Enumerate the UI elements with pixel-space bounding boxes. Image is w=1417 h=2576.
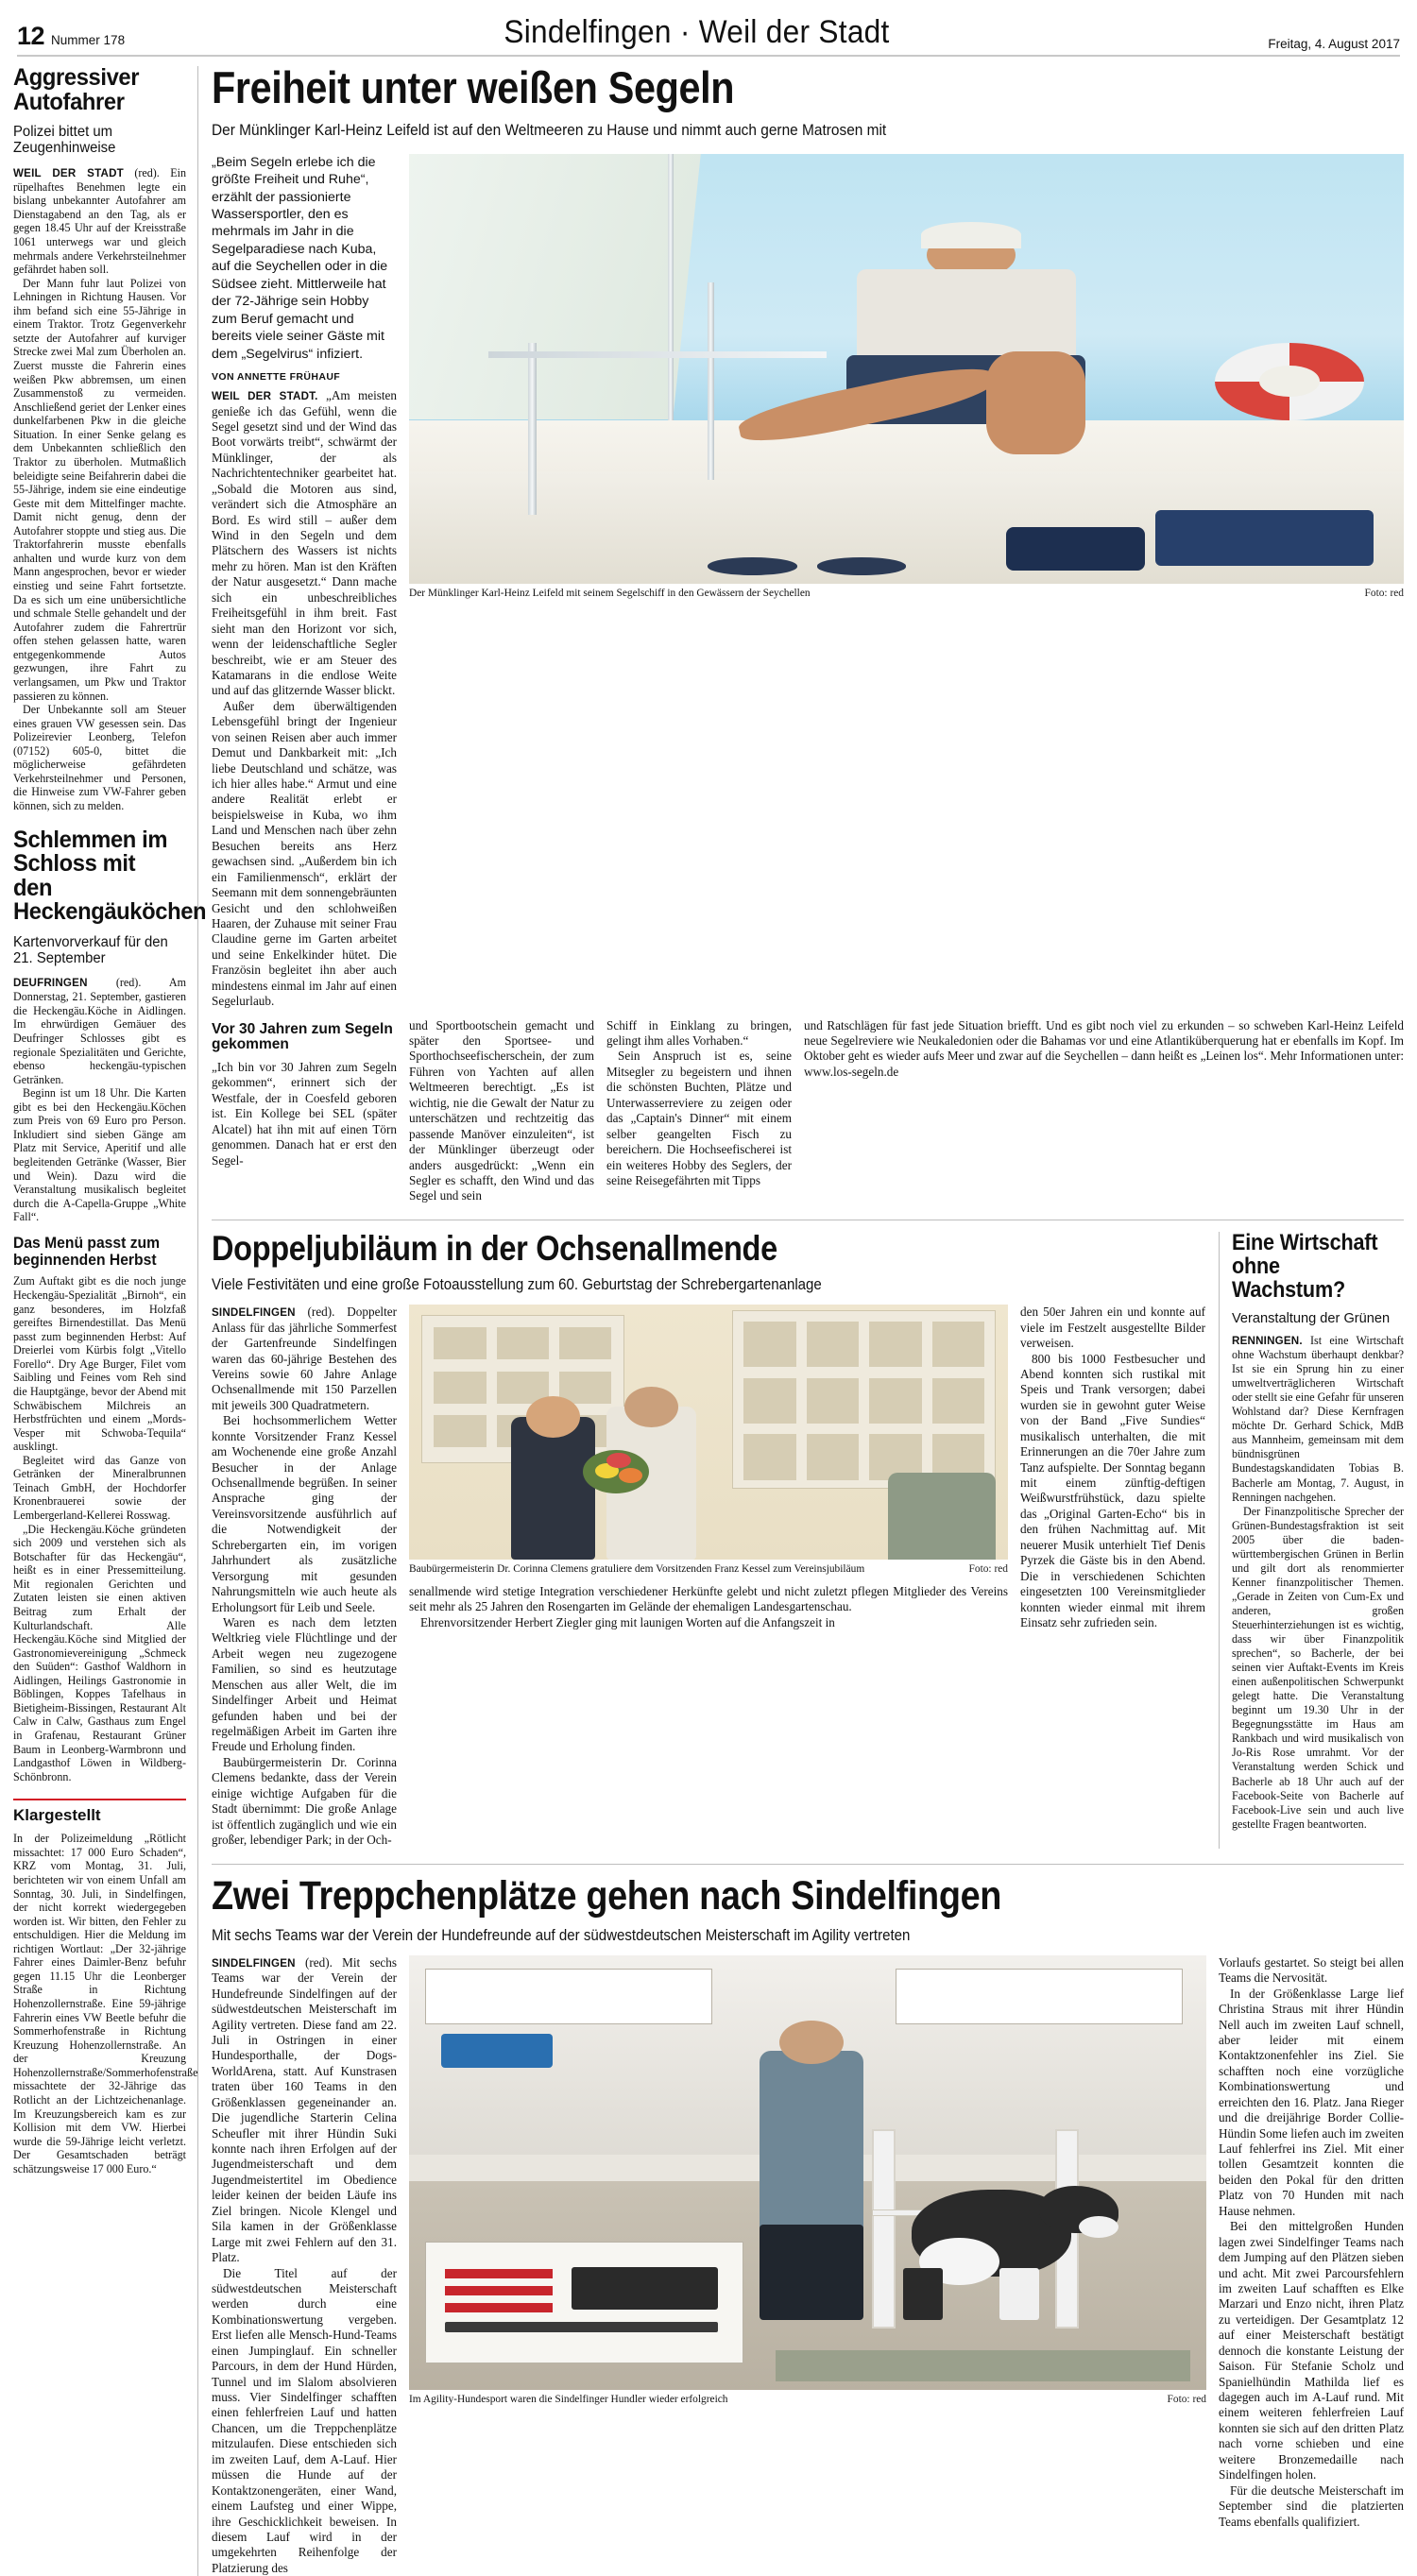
paragraph: Der Unbekannte soll am Steuer eines grauen VW gesessen sein. Das Polizeirevier Leonberg, Telefon (07152) 605-0, bittet die möglicherweise gefährdeten Verkehrsteilnehmer und Personen, die Hinweise zum VW-Fahrer geben können, sich zu melden. (13, 703, 186, 812)
article-body (1232, 1334, 1404, 1832)
photo-dog-leg (903, 2268, 943, 2320)
paragraph: (red). Mit sechs Teams war der Verein der Hundefreunde Sindelfingen auf der südwestdeutschen Meisterschaft im Agility vertreten. Diese fand am 22. Juli in Ostringen in einer Hundesporthalle, der Dogs-WorldArena, statt. Auf Kunstrasen traten über 160 Teams in den Größenklassen gegeneinander an. Die jugendliche Starterin Celina Scheufler mit ihrer Hündin Suki konnte nach ihren Erfolgen auf der Jugendmeisterschaft und dem Jugendmeistertitel im Obedience leider keinen der beiden Läufe ins Ziel bringen. Nicole Klengel und Sila kamen in der Größenklasse Large mit zwei Fehlern auf den 31. Platz. (212, 1954, 397, 2265)
photo-sponsor-text (445, 2322, 718, 2332)
article-body (212, 1955, 397, 2576)
photo-exhibit-image (434, 1415, 487, 1447)
paragraph: den 50er Jahren ein und konnte auf viele im Festzelt ausgestellte Bilder verweisen. (1020, 1305, 1205, 1351)
page-grid (13, 57, 1404, 2576)
agility-photo (409, 1955, 1206, 2390)
paragraph: Für die deutsche Meisterschaft im September sind die platzierten Teams ebenfalls qualifiziert. (1219, 2482, 1404, 2529)
paragraph: Beginn ist um 18 Uhr. Die Karten gibt es bei den Heckengäu.Köchen zum Preis von 69 Euro pro Person. Inkludiert sind sieben Gänge am Platz mit Service, Aperitif und alle begleitenden Getränke (Wasser, Bier und Wein). Dazu wird die Veranstaltung musikalisch begleitet durch die A-Capella-Gruppe „White Fall“. (13, 1086, 186, 1224)
article-photo-column (409, 1955, 1206, 2576)
photo-stanchion-left (528, 343, 537, 515)
byline: VON ANNETTE FRÜHAUF (212, 371, 341, 384)
article-body-col1 (212, 388, 397, 1010)
article-sub-heading: Vor 30 Jahren zum Segeln gekommen (212, 1020, 393, 1053)
rail-article-heckengaeu (13, 826, 207, 1784)
photo-turf-edge (776, 2350, 1190, 2380)
article-body (212, 1060, 397, 1169)
paragraph: Sein Anspruch ist es, seine Mitsegler zu begeistern und ihnen die schönsten Buchten, Plätze und Unterwasserreviere zu zeigen oder das „Captain's Dinner“ mit einem selber geangelten Fisch zu bereichern. Die Hochseefischerei ist ein weiteres Hobby des Seglers, der seine Reisegefährten mit Tipps (606, 1049, 792, 1187)
article-body (212, 1305, 397, 1848)
rail-headline: Aggressiver Autofahrer (13, 64, 140, 115)
photo-credit: Foto: red (1364, 587, 1404, 599)
paragraph: (red). Ein rüpelhaftes Benehmen legte ein bislang unbekannter Autofahrer am Dienstagabend an den Tag, als er gegen 18.45 Uhr auf der Kreisstraße 1061 unterwegs war und gleich mehrmals andere Verkehrsteilnehmer gefährdet haben soll. (13, 165, 186, 277)
jubilee-photo (409, 1305, 1008, 1560)
photo-exhibit-board-right (732, 1310, 996, 1489)
article-columns (212, 1305, 1205, 1848)
article-body (804, 1018, 1404, 1081)
rail-sub-heading: Das Menü passt zum beginnenden Herbst (13, 1234, 161, 1269)
photo-exhibit-image (497, 1327, 550, 1359)
paragraph: Außer dem überwältigenden Lebensgefühl bringt der Ingenieur von seinen Reisen aber auch immer Demut und Dankbarkeit mit: „Ich liebe Deutschland und schätze, was ich hier alles habe.“ Armut und eine andere Realität erlebt er beispielsweise in Kuba, wo ihm Land und Menschen nach über zehn Besuchen bereits ans Herz gewachsen sind. „Außerdem bin ich ein Familienmensch“, erklärt der Seemann mit dem sonnengebräunten Gesicht und den schlohweißen Haaren, der Zuhause mit seiner Frau Claudine gerne im Garten arbeitet und seine Enkelkinder hütet. Die Französin begleitet ihn aber auch mindestens einmal im Jahr auf einen Segelurlaub. (212, 698, 397, 1009)
rail-subhead: Polizei bittet um Zeugenhinweise (13, 124, 116, 157)
article-photo-wrap (409, 154, 1404, 1010)
article-headline: Zwei Treppchenplätze gehen nach Sindelfingen (212, 1872, 1002, 1919)
article-col-4 (804, 1018, 1404, 1204)
rail-body-2 (13, 1274, 186, 1783)
photo-dog-leg (999, 2268, 1039, 2320)
klargestellt-heading: Klargestellt (13, 1806, 101, 1825)
article-subhead: Der Münklinger Karl-Heinz Leifeld ist auf den Weltmeeren zu Hause und nimmt auch gerne Matrosen mit (212, 121, 887, 140)
article-col-3 (1020, 1305, 1205, 1848)
photo-caption: Baubürgermeisterin Dr. Corinna Clemens gratuliere dem Vorsitzenden Franz Kessel zum Vereinsjubiläum (409, 1563, 865, 1576)
paragraph: (red). Am Donnerstag, 21. September, gastieren die Heckengäu.Köche in Aidlingen. Im ehrwürdigen Gemäuer des Deufringer Schlosses gibt es regionale Spezialitäten und Gerichte, ebenso heckengäu-typischen Getränken. (13, 976, 186, 1086)
dateline: WEIL DER STADT. (212, 390, 318, 403)
article-body (1020, 1305, 1205, 1630)
photo-person-background (888, 1473, 996, 1560)
photo-credit: Foto: red (968, 1563, 1008, 1576)
rail-article-klargestellt (13, 1806, 198, 2175)
article-lead-column (212, 154, 397, 1010)
paragraph: und Sportbootschein gemacht und später den Sportsee- und Sporthochseefischerschein, der zum Führen von Yachten auf allen Weltmeeren berechtigt. „Es ist wichtig, nie die Gewalt der Natur zu unterschätzen und rechtzeitig das passende Manöver einzuleiten“, ist der Münklinger überzeugt oder anders ausgedrückt: „Wenn ein Segler es schafft, den Wind und das Segel und sein (409, 1017, 594, 1203)
photo-handler-shorts (760, 2225, 863, 2320)
paragraph: „Am meisten genieße ich das Gefühl, wenn die Segel gesetzt sind und der Wind das Boot vorwärts treibt“, schwärmt der Münklinger, der als Nachrichtentechniker gearbeitet hat. „Sobald die Motoren aus sind, verändert sich die Atmosphäre an Bord. Es wird still – außer dem Wind in den Segeln und dem Plätschern des Wassers ist nichts mehr zu hören. Man ist den Kräften der Natur ausgesetzt.“ Dann mache sich ein unbeschreibliches Freiheitsgefühl in ihm breit. Fast sieht man den Horizont vor sich, wenn der leidenschaftliche Segler beschreibt, wie er am Steuer des Katamarans in die endlose Weite und auf das glitzernde Wasser blickt. (212, 388, 398, 698)
photo-exhibit-image (743, 1322, 795, 1368)
article-lower-columns (212, 1018, 1404, 1204)
article-columns (212, 1955, 1404, 2576)
rail-body (13, 976, 186, 1224)
klargestellt-rule (13, 1799, 186, 1800)
left-rail (13, 64, 207, 2576)
paragraph: In der Größenklasse Large lief Christina Straus mit ihrer Hündin Nell auch im zweiten Lauf schnell, aber leider mit einem Kontaktzonenfehler ins Ziel. Sie schafften noch eine vorzügliche Kombinationswertung und erreichten den 16. Platz. Jana Rieger und die dreijährige Border Collie-Hündin Some liefen auch im zweiten Lauf fehlerfrei ins Ziel. Mit einer tollen Gesamtzeit konnten die beiden den Pokal für den dritten Platz von 70 Hunden mit nach Hause nehmen. (1219, 1986, 1404, 2218)
paragraph: Vorlaufs gestartet. So steigt bei allen Teams die Nervosität. (1219, 1954, 1404, 1986)
photo-exhibit-image (434, 1327, 487, 1359)
photo-caption: Der Münklinger Karl-Heinz Leifeld mit seinem Segelschiff in den Gewässern der Seychellen (409, 587, 811, 599)
photo-exhibit-image (869, 1378, 921, 1424)
photo-banner-right (896, 1969, 1183, 2025)
photo-caption-row (409, 2390, 1206, 2407)
photo-exhibit-image (743, 1378, 795, 1424)
paragraph: „Die Heckengäu.Köche gründeten sich 2009 und verstehen sich als Botschafter für das Heckengäu“, heißt es in einer Pressemitteilung. Mit regionalen Gerichten und Zutaten leisten sie einen aktiven Beitrag zum Erhalt der Kulturlandschaft. Alle Heckengäu.Köche sind Mitglied der Gastronomievereinigung „Schmeck den Suüden“: Gasthof Waldhorn in Aidlingen, Heilings Gastronomie in Böblingen, Koppes Tafelhaus in Bietigheim-Bissingen, Restaurant Alt Calw in Calw, Gasthaus zum Engel in Grafenau, Restaurant Grüner Baum in Leonberg-Warmbronn und Landgasthof Löwen in Wildberg-Schönbronn. (13, 1522, 186, 1783)
photo-banner-left (425, 1969, 712, 2025)
photo-sandal-right (817, 557, 907, 574)
article-col-1 (212, 1018, 397, 1204)
dateline: SINDELFINGEN (212, 1956, 296, 1970)
masthead (13, 0, 1404, 55)
masthead-left (17, 22, 125, 51)
article-lead: „Beim Segeln erlebe ich die größte Freiheit und Ruhe“, erzählt der passionierte Wassersportler, den es mehrmals im Jahr in die Segelparadiese nach Kuba, auf die Seychellen oder in die Südsee zieht. Mittlerweile hat der 72-Jährige sein Hobby zum Beruf gemacht und bereits viele seiner Gäste mit dem „Segelvirus“ infiziert. (212, 154, 388, 362)
article-sailing (212, 62, 1404, 1204)
main-column (198, 62, 1405, 2576)
photo-jump-post-left (872, 2129, 896, 2329)
rail-article-aggressive-driver (13, 66, 186, 813)
paragraph: Die Titel auf der südwestdeutschen Meisterschaft werden durch eine Kombinationswertung vergeben. Erst liefen alle Mensch-Hund-Teams einen Jumpinglauf. Ein schneller Parcours, in dem der Hund Hürden, Tunnel und im Slalom absolvieren muss. Vier Sindelfinger schafften einen fehlerfreien Lauf und hatten Chancen, um die Treppchenplätze mitzulaufen. Diese entschieden sich im zweiten Lauf, dem A-Lauf. Hier müssen die Hunde auf der Kontaktzonengeräten, einer Wand, einem Laufsteg und einer Wippe, ihre Geschicklichkeit beweisen. In diesem Lauf wird in der umgekehrten Reihenfolge der Platzierung des (212, 2265, 397, 2575)
photo-person-man-head (526, 1396, 580, 1437)
photo-person-woman-head (624, 1387, 678, 1427)
paragraph: Baubürgermeisterin Dr. Corinna Clemens bedankte, dass der Verein einige wichtige Aufgaben für die Stadt übernimmt: Die große Anlage ist öffentlich zugänglich und wie ein großer, lebendiger Park; in der Och- (212, 1754, 397, 1848)
paragraph: Waren es nach dem letzten Weltkrieg viele Flüchtlinge und der Arbeit wegen neu zugezogene Familien, so sind es heutzutage Menschen aus aller Welt, die im Sindelfinger Arbeit und Heimat gefunden haben und bei der regelmäßigen Arbeit im Garten ihre Freude und Erholung finden. (212, 1614, 397, 1754)
photo-exhibit-image (932, 1378, 984, 1424)
photo-sponsor-bar (445, 2269, 553, 2278)
page-title: Sindelfingen · Weil der Stadt (504, 14, 890, 50)
photo-dog-muzzle (1079, 2216, 1118, 2238)
photo-exhibit-image (807, 1434, 859, 1480)
publication-date: Freitag, 4. August 2017 (1268, 37, 1400, 51)
article-photo-column (409, 1305, 1008, 1848)
photo-stanchion-mid (708, 282, 714, 480)
article-body (409, 1018, 594, 1204)
article-subhead: Veranstaltung der Grünen (1232, 1310, 1391, 1326)
rail-headline: Schlemmen im Schloss mit den Heckengäuköchen (13, 826, 207, 926)
article-headline: Freiheit unter weißen Segeln (212, 62, 735, 112)
photo-sponsor-bar (445, 2303, 553, 2312)
photo-bouquet-flower (606, 1453, 630, 1468)
article-jubilee (212, 1228, 1205, 1849)
sailing-photo (409, 154, 1404, 584)
dateline: DEUFRINGEN (13, 977, 88, 990)
article-subhead: Viele Festivitäten und eine große Fotoausstellung zum 60. Geburtstag der Schrebergartenanlage (212, 1276, 822, 1294)
paragraph: senallmende wird stetige Integration verschiedener Herkünfte gelebt und nicht zuletzt pflegen Mitglieder des Vereins seit mehr als 25 Jahren den Rosengarten im Gelände der ehemaligen Landesgartenschau. (409, 1583, 1008, 1614)
photo-lifering (1215, 343, 1364, 420)
paragraph: Schiff in Einklang zu bringen, gelingt ihm alles Vorhaben.“ (606, 1017, 792, 1048)
article-body (1219, 1955, 1404, 2530)
paragraph: In der Polizeimeldung „Rötlicht missachtet: 17 000 Euro Schaden“, KRZ vom Montag, 31. Juli, berichteten wir von einem Unfall am Sonntag, 30. Juli, in Sindelfingen, der nicht korrekt wiedergegeben worden ist. Wir bitten, den Fehler zu entschuldigen. Hier die Meldung im richtigen Wortlaut: „Der 32-jährige Fahrer eines Daimler-Benz befuhr gegen 11.15 Uhr die Leonberger Straße in Richtung Hohenzollernstraße. Eine 59-jährige Fahrerin eines VW Beetle befuhr die Sommerhofenstraße in Richtung Kreuzung Hohenzollernstraße. An der Kreuzung Hohenzollernstraße/Sommerhofenstraße missachtete der 32-Jährige das Rotlicht an der Lichtzeichenanlage. Im Kreuzungsbereich kam es zur Kollision mit dem VW. Hierbei wurde die 59-Jährige leicht verletzt. Der Gesamtschaden beträgt schätzungsweise 17 000 Euro.“ (13, 1832, 198, 2175)
rail-subhead: Kartenvorverkauf für den 21. September (13, 933, 168, 966)
photo-caption-row (409, 584, 1404, 601)
article-col-2 (409, 1584, 1008, 1630)
paragraph: Ehrenvorsitzender Herbert Ziegler ging mit launigen Worten auf die Anfangszeit in (420, 1614, 835, 1629)
article-continued-columns (409, 1584, 1008, 1630)
paragraph: 800 bis 1000 Festbesucher und Abend konnten sich rustikal mit Speis und Trank versorgen; dabei wurden sie in gewohnt guter Weise von der Band „Five Sundies“ musikalisch unterhalten, die mit Erinnerungen an die 70er Jahre zum Tanz aufspielte. Der Sonntag begann mit einem zünftig-deftigen Weißwurstfrühstück, dazu spielte das „Original Garten-Echo“ bis in den frühen Nachmittag auf. Mit neuerer Musik unterhielt Tief Denis Pyrzek die Gäste bis in den Abend. Die in verschiedenen Schichten eingesetzten 100 Vereinsmitglieder konnten wieder einmal mit ihrem Einsatz sehr zufrieden sein. (1020, 1351, 1205, 1629)
article-headline: Doppeljubiläum in der Ochsenallmende (212, 1228, 777, 1268)
paragraph: Bei den mittelgroßen Hunden lagen zwei Sindelfinger Teams nach dem Jumping auf den Plätzen sieben und acht. Mit zwei Parcoursfehlern im zweiten Lauf schafften es Elke Marzari und Enzo nicht, ihren Platz zu verteidigen. Der Gesamtplatz 12 auf einer Meisterschaft bestätigt dennoch die konstante Leistung der Saison. Für Stefanie Scholz und Spanielhündin Mathilda lief es dagegen auch im A-Lauf rund. Mit einem weiteren fehlerfreien Lauf konnten sie sich auf den dritten Platz nach vorne schieben und eine weitere Bronzemedaille nach Sindelfingen holen. (1219, 2219, 1404, 2482)
photo-handler-head (779, 2021, 844, 2064)
issue-number: Nummer 178 (51, 33, 126, 47)
photo-man-hair (921, 222, 1020, 247)
article-body (606, 1018, 792, 1189)
photo-towel (1155, 510, 1374, 566)
article-top-row (212, 154, 1404, 1010)
article-col-3 (606, 1018, 792, 1204)
photo-sandal-left (708, 557, 797, 574)
photo-guardrail (488, 351, 827, 358)
dateline: RENNINGEN. (1232, 1334, 1303, 1347)
paragraph: (red). Doppelter Anlass für das jährliche Sommerfest der Gartenfreunde Sindelfingen waren das 60-jährige Bestehen des Vereins sowie 60 Jahre Anlage Ochsenallmende mit 150 Parzellen mit jeweils 300 Quadratmetern. (212, 1305, 397, 1412)
paragraph: „Ich bin vor 30 Jahren zum Segeln gekommen“, erinnert sich der Westfale, der in Coesfeld geboren ist. Ein Kollege bei SEL (später Alcatel) hat ihn mit auf einen Törn genommen. Danach hat er erst den Segel- (212, 1060, 397, 1168)
photo-exhibit-image (743, 1434, 795, 1480)
article-col-2 (1219, 1955, 1404, 2576)
photo-person-man (511, 1417, 595, 1560)
article-col-2 (409, 1018, 594, 1204)
photo-sponsor-bar (445, 2286, 553, 2295)
article-body (409, 1584, 1008, 1630)
article-jubilee-row (212, 1228, 1405, 1849)
article-col-1 (212, 1955, 397, 2576)
paragraph: Zum Auftakt gibt es die noch junge Heckengäu-Spezialität „Birnoh“, ein ganz besonderes, im Holzfaß gereiftes Birnendestillat. Das Menü passt zum beginnenden Herbst: Auf Dreierlei vom Kürbis folgt „Vitello Forello“. Dry Age Burger, Filet vom Saibling und Feines vom Reh sind die Hauptgänge, bevor der Abend mit Schwäbischem Milchreis an Herbstfrüchten und einem „Mords-Vesper mit Schwoba-Tequila“ ausklingt. (13, 1274, 186, 1454)
paragraph: Ist eine Wirtschaft ohne Wachstum überhaupt denkbar? Ist sie ein Sprung hin zu einer umweltverträglicheren Wirtschaft oder stellt sie eine Gefahr für unseren Wohlstand dar? Diese Kernfragen möchte Dr. Gerhard Schick, MdB aus Mannheim, gemeinsam mit dem bündnisgrünen Bundestagskandidaten Tobias B. Bacherle am Montag, 7. August, in Renningen nachgehen. (1232, 1333, 1405, 1504)
article-agility (212, 1872, 1404, 2576)
article-subhead: Mit sechs Teams war der Verein der Hundefreunde auf der südwestdeutschen Meisterschaft im Agility vertreten (212, 1926, 911, 1944)
photo-sail (409, 154, 703, 420)
photo-credit: Foto: red (1167, 2393, 1206, 2405)
page-number: 12 (17, 22, 45, 50)
paragraph: Der Finanzpolitische Sprecher der Grünen-Bundestagsfraktion ist seit 2005 über die baden-württembergischen Grünen in Berlin und gilt dort als renommierter Kenner finanzpolitischer Themen. „Gerade in Zeiten von Cum-Ex und anderen, großen Steuerhinterziehungen ist es wichtig, dass wir über Finanzpolitik sprechen“, so Bacherle, der bei seinen vier Auftakt-Events im Kreis einen außenpolitischen Schwerpunkt gelegt hatte. Die Veranstaltung beginnt um 19.30 Uhr in der Begegnungsstätte im Haus am Rankbach und wird musikalisch von Jo-Ris Rose umrahmt. Vor der Veranstaltung werden Schick und Bacherle ab 18 Uhr auch auf der Facebook-Seite von Bacherle auf Facebook-Live sein und auch live gestellte Fragen beantworten. (1232, 1504, 1404, 1831)
dateline: SINDELFINGEN (212, 1306, 296, 1320)
dateline: WEIL DER STADT (13, 166, 124, 179)
section-divider-2 (212, 1864, 1404, 1865)
photo-exhibit-image (434, 1372, 487, 1404)
photo-exhibit-image (807, 1322, 859, 1368)
article-headline: Eine Wirtschaft ohne Wachstum? (1232, 1229, 1378, 1303)
photo-bag (1006, 527, 1145, 571)
photo-caption: Im Agility-Hundesport waren die Sindelfinger Hundler wieder erfolgreich (409, 2393, 728, 2405)
rail-body (13, 166, 186, 813)
photo-sponsor-logo (572, 2267, 717, 2311)
photo-exhibit-image (559, 1327, 612, 1359)
photo-man-arm (986, 351, 1085, 454)
paragraph: Bei hochsommerlichem Wetter konnte Vorsitzender Franz Kessel am Wochenende eine große Anzahl Besucher in der Anlage Ochsenallmende begrüßen. In seiner Ansprache ging der Vereinsvorsitzende ausführlich auf die Notwendigkeit der Schrebergarten ein, im vorigen Jahrhundert als zusätzliche Versorgung mit gesunden Nahrungsmitteln wie auch heute als Erholungsort für Leib und Seele. (212, 1413, 397, 1614)
photo-exhibit-image (869, 1322, 921, 1368)
photo-exhibit-image (807, 1378, 859, 1424)
rail-body (13, 1832, 198, 2175)
photo-caption-row (409, 1560, 1008, 1577)
article-col-1 (212, 1305, 397, 1848)
paragraph: Der Mann fuhr laut Polizei von Lehningen in Richtung Hausen. Vor ihm befand sich eine 55-Jährige in einem Traktor. Trotz Gegenverkehr setzte der Autofahrer auf kurviger Strecke zwei Mal zum Überholen an. Zuerst musste die Fahrerin eines weißen Pkw abbremsen, um einen Zusammenstoß zu vermeiden. Anschließend geriet der Lenker eines dunkelfarbenen Pkw in die gleiche Situation. In einer Senke gelang es dem Unbekannten schließlich den Traktor zu überholen. Mutmaßlich beleidigte seine Beifahrerin dabei die 55-Jährige, indem sie eine eindeutige Geste mit dem Mittelfinger machte. Damit nicht genug, denn der Autofahrer stoppte und stieg aus. Die Traktorfahrerin musste ebenfalls anhalten und wurde kurz von dem Mann angesprochen, bevor er wieder einstieg und seine Fahrt fortsetzte. Da es sich um eine unübersichtliche und schmale Stelle gehandelt und der Autofahrer zudem die Fahrertrür offen stehen gelassen hatte, waren entgegenkommende Autos gezwungen, ihre Fahrt zu verlangsamen, um Pkw und Traktor passieren zu können. (13, 276, 186, 703)
photo-sign-sm (441, 2034, 553, 2069)
paragraph: Begleitet wird das Ganze von Getränken der Mineralbrunnen Teinach GmbH, der Hochdorfer Kronenbrauerei sowie der Lembergerland-Kellerei Rosswag. (13, 1453, 186, 1522)
photo-exhibit-image (932, 1322, 984, 1368)
paragraph: und Ratschlägen für fast jede Situation briefft. Und es gibt noch viel zu erkunden – so schweben Karl-Heinz Leifeld neue Segelreviere wie Neukaledonien oder die Bahamas vor und eine Atlantiküberquerung hat er ebenfalls im Kopf. Im Oktober geht es wieder aufs Meer und zwar auf die Seychellen – dann heißt es „Leinen los“. Mehr Informationen unter: www.los-segeln.de (804, 1017, 1404, 1079)
photo-sponsor-board (425, 2242, 744, 2363)
article-green-sidebar (1219, 1229, 1405, 1849)
